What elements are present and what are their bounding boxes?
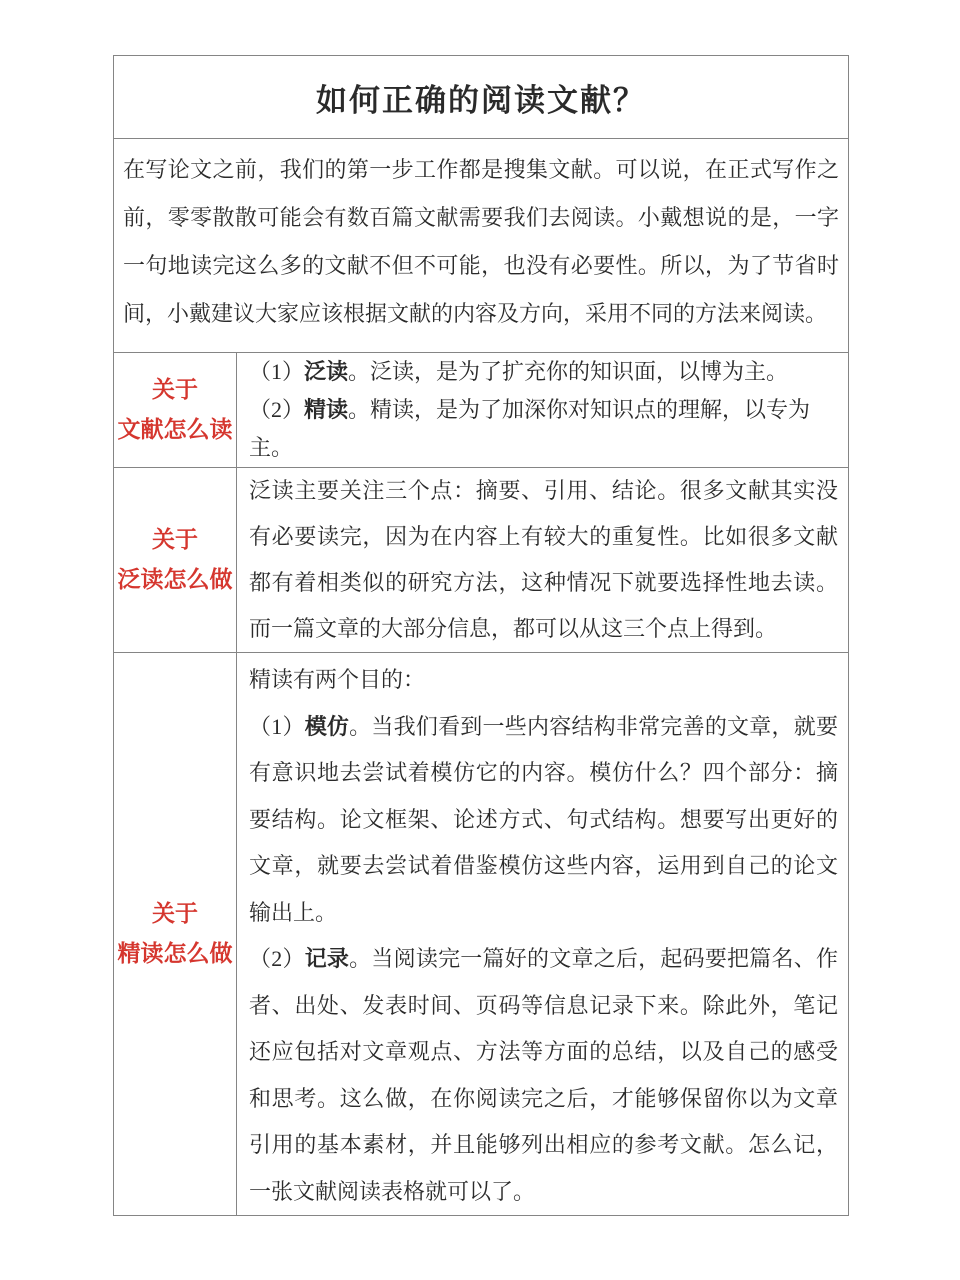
- item-text: 。精读，是为了加深你对知识点的理解，以专为主。: [249, 397, 811, 460]
- item-number: （1）: [249, 713, 305, 739]
- body-paragraph: 泛读主要关注三个点：摘要、引用、结论。很多文献其实没有必要读完，因为在内容上有较大的重复性。比如很多文献都有着相类似的研究方法，这种情况下就要选择性地去读。而一篇文章的大部分信息，都可以从这三个点上得到。: [249, 478, 838, 641]
- intro-cell: [114, 139, 849, 353]
- label-line: 文献怎么读: [117, 417, 233, 442]
- intro-paragraph: 在写论文之前，我们的第一步工作都是搜集文献。可以说，在正式写作之前，零零散散可能会有数百篇文献需要我们去阅读。小戴想说的是，一字一句地读完这么多的文献不但不可能，也没有必要性。所以，为了节省时间，小戴建议大家应该根据文献的内容及方向，采用不同的方法来阅读。: [123, 157, 839, 326]
- label-line: 关于: [152, 901, 198, 926]
- item-text: 。当阅读完一篇好的文章之后，起码要把篇名、作者、出处、发表时间、页码等信息记录下来。除此外，笔记还应包括对文章观点、方法等方面的总结，以及自己的感受和思考。这么做，在你阅读完之后，才能够保留你以为文章引用的基本素材，并且能够列出相应的参考文献。怎么记，一张文献阅读表格就可以了。: [249, 946, 838, 1204]
- item-text: 。当我们看到一些内容结构非常完善的文章，就要有意识地去尝试着模仿它的内容。模仿什么？四个部分：摘要结构。论文框架、论述方式、句式结构。想要写出更好的文章，就要去尝试着借鉴模仿这些内容，运用到自己的论文输出上。: [249, 713, 838, 925]
- item-keyword: 精读: [304, 397, 349, 422]
- literature-reading-table: [113, 55, 849, 1216]
- item-number: （2）: [249, 397, 305, 422]
- row-skim-reading: [114, 468, 849, 653]
- label-line: 关于: [152, 527, 198, 552]
- item-keyword: 模仿: [304, 713, 350, 739]
- row-how-to-read: [114, 353, 849, 468]
- label-line: 精读怎么做: [117, 941, 233, 966]
- row-deep-reading: [114, 653, 849, 1216]
- intro-row: [114, 139, 849, 353]
- item-number: （1）: [249, 359, 305, 384]
- item-number: （2）: [249, 946, 305, 971]
- list-item: [249, 391, 838, 467]
- content-skim-reading: [237, 468, 849, 653]
- list-item: [249, 704, 838, 937]
- item-keyword: 泛读: [304, 359, 349, 384]
- list-item: [249, 936, 838, 1215]
- title-cell: [114, 56, 849, 139]
- label-deep-reading: [114, 653, 237, 1216]
- label-line: 关于: [152, 377, 198, 402]
- label-skim-reading: [114, 468, 237, 653]
- title-row: [114, 56, 849, 139]
- item-keyword: 记录: [304, 946, 350, 971]
- label-line: 泛读怎么做: [117, 567, 233, 592]
- content-deep-reading: [237, 653, 849, 1216]
- page-title: 如何正确的阅读文献？: [316, 82, 646, 118]
- content-how-to-read: [237, 353, 849, 468]
- list-item: [249, 353, 838, 391]
- section-lead: 精读有两个目的：: [249, 667, 426, 692]
- label-how-to-read: [114, 353, 237, 468]
- item-text: 。泛读，是为了扩充你的知识面，以博为主。: [348, 359, 789, 384]
